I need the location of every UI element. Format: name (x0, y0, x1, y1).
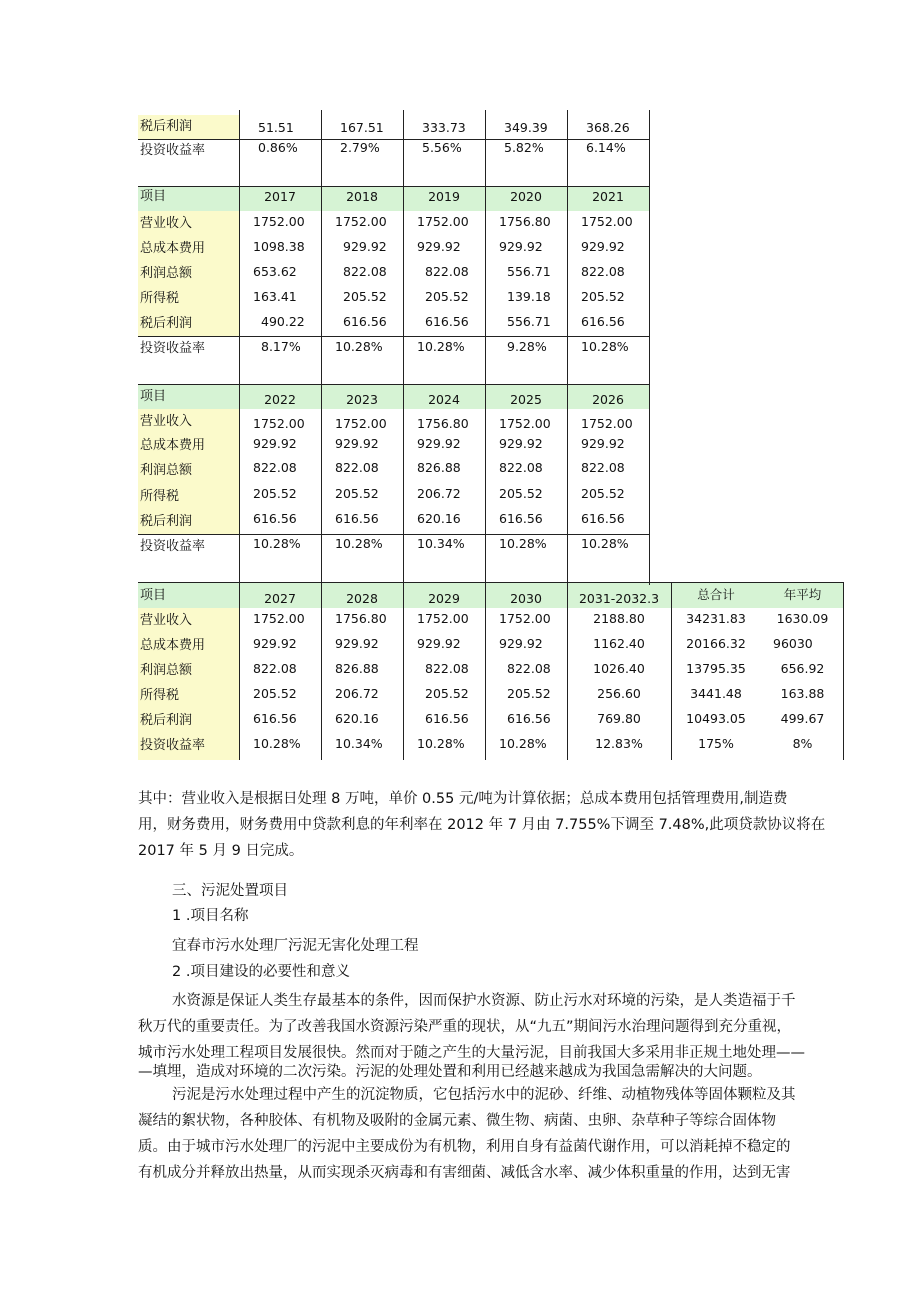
table-row (138, 633, 844, 658)
cell-value: 8.17% (261, 339, 301, 354)
cell-value: 929.92 (499, 636, 543, 651)
cell-value: 616.56 (425, 711, 469, 726)
cell-value: 616.56 (499, 511, 543, 526)
cell-value: 10.28% (253, 736, 301, 751)
header-label: 项目 (138, 186, 239, 211)
cell-value: 167.51 (340, 120, 384, 135)
cell-value: 929.92 (581, 436, 625, 451)
year-header: 2025 (485, 384, 567, 409)
table-header-row (138, 186, 650, 211)
cell-value: 10.28% (417, 339, 465, 354)
total-value: 10493.05 (686, 711, 746, 726)
note-line: 其中：营业收入是根据日处理 8 万吨，单价 0.55 元/吨为计算依据；总成本费用包括管理费用,制造费 (138, 791, 788, 807)
cell-value: 205.52 (581, 486, 625, 501)
row-label: 所得税 (138, 286, 239, 311)
total-value: 34231.83 (686, 611, 746, 626)
profit-table-2017-2021 (138, 186, 650, 384)
cell-value: 10.28% (335, 339, 383, 354)
year-header: 2027 (239, 582, 321, 608)
table-row (138, 286, 650, 311)
year-header: 2022 (239, 384, 321, 409)
cell-value: 620.16 (335, 711, 379, 726)
header-label: 项目 (138, 582, 239, 608)
table-row (138, 658, 844, 683)
paragraph-line: 水资源是保证人类生存最基本的条件，因而保护水资源、防止污水对环境的污染，是人类造福于千 (172, 993, 796, 1009)
cell-value: 929.92 (335, 636, 379, 651)
cell-value: 822.08 (499, 460, 543, 475)
row-label: 总成本费用 (138, 236, 239, 261)
cell-value: 10.34% (335, 736, 383, 751)
cell-value: 1162.40 (593, 636, 645, 651)
table-row (138, 733, 844, 760)
cell-value: 556.71 (507, 264, 551, 279)
cell-value: 826.88 (417, 460, 461, 475)
cell-value: 1756.80 (335, 611, 387, 626)
cell-value: 1752.00 (253, 416, 305, 431)
total-value: 175% (698, 736, 734, 751)
row-label: 投资收益率 (140, 539, 206, 554)
year-header: 2024 (403, 384, 485, 409)
cell-value: 206.72 (335, 686, 379, 701)
table-row (138, 608, 844, 633)
cell-value: 1752.00 (499, 611, 551, 626)
paragraph-line: 城市污水处理工程项目发展很快。然而对于随之产生的大量污泥，目前我国大多采用非正规土地处理—— (138, 1045, 805, 1061)
cell-value: 616.56 (425, 314, 469, 329)
cell-value: 1756.80 (417, 416, 469, 431)
cell-value: 10.28% (417, 736, 465, 751)
cell-value: 616.56 (343, 314, 387, 329)
cell-value: 0.86% (258, 140, 298, 155)
row-label: 投资收益率 (138, 733, 239, 760)
year-header: 2021 (567, 186, 649, 211)
cell-value: 205.52 (507, 686, 551, 701)
note-line: 用，财务费用，财务费用中贷款利息的年利率在 2012 年 7 月由 7.755%下调至 7.48%,此项贷款协议将在 (138, 817, 826, 833)
item-heading: 2 .项目建设的必要性和意义 (172, 964, 350, 980)
cell-value: 6.14% (586, 140, 626, 155)
cell-value: 929.92 (417, 239, 461, 254)
year-header: 2020 (485, 186, 567, 211)
cell-value: 368.26 (586, 120, 630, 135)
table-row (138, 534, 650, 582)
cell-value: 822.08 (253, 661, 297, 676)
cell-value: 205.52 (335, 486, 379, 501)
cell-value: 1098.38 (253, 239, 305, 254)
table-row (138, 211, 650, 236)
cell-value: 653.62 (253, 264, 297, 279)
cell-value: 616.56 (335, 511, 379, 526)
year-header: 2026 (567, 384, 649, 409)
paragraph-line: 质。由于城市污水处理厂的污泥中主要成份为有机物，利用自身有益菌代谢作用，可以消耗掉不稳定的 (138, 1139, 791, 1155)
average-value: 8% (792, 736, 813, 751)
average-header: 年平均 (761, 582, 844, 608)
cell-value: 205.52 (499, 486, 543, 501)
cell-value: 929.92 (253, 636, 297, 651)
table-header-row (138, 384, 650, 409)
year-header: 2030 (485, 582, 567, 608)
header-label: 项目 (138, 384, 239, 409)
total-value: 13795.35 (686, 661, 746, 676)
cell-value: 2.79% (340, 140, 380, 155)
year-header: 2023 (321, 384, 403, 409)
cell-value: 556.71 (507, 314, 551, 329)
item-heading: 1 .项目名称 (172, 908, 249, 924)
cell-value: 12.83% (595, 736, 643, 751)
table-row (138, 336, 650, 384)
cell-value: 822.08 (507, 661, 551, 676)
cell-value: 1752.00 (417, 611, 469, 626)
row-label: 营业收入 (138, 211, 239, 236)
row-label: 税后利润 (138, 311, 239, 336)
cell-value: 929.92 (499, 239, 543, 254)
paragraph-line: 污泥是污水处理过程中产生的沉淀物质，它包括污水中的泥砂、纤维、动植物残体等固体颗粒及其 (172, 1087, 796, 1103)
paragraph-line: —填埋，造成对环境的二次污染。污泥的处理处置和利用已经越来越成为我国急需解决的大问题。 (138, 1064, 762, 1080)
cell-value: 9.28% (507, 339, 547, 354)
table-row (138, 683, 844, 708)
year-header: 2017 (239, 186, 321, 211)
table-row (138, 139, 650, 163)
year-header: 2029 (403, 582, 485, 608)
total-header: 总合计 (671, 582, 761, 608)
cell-value: 10.34% (417, 536, 465, 551)
total-value: 20166.32 (686, 636, 746, 651)
cell-value: 5.82% (504, 140, 544, 155)
cell-value: 205.52 (425, 289, 469, 304)
table-row (138, 708, 844, 733)
cell-value: 349.39 (504, 120, 548, 135)
note-line: 2017 年 5 月 9 日完成。 (138, 843, 304, 859)
average-value: 163.88 (780, 686, 825, 701)
table-row (138, 261, 650, 286)
profit-table-2022-2026 (138, 384, 650, 582)
table-header-row (138, 582, 844, 608)
table-row (138, 509, 650, 534)
row-label: 利润总额 (138, 261, 239, 286)
cell-value: 616.56 (581, 511, 625, 526)
row-label: 总成本费用 (138, 633, 239, 658)
table-row (138, 115, 650, 139)
cell-value: 205.52 (253, 486, 297, 501)
cell-value: 1752.00 (253, 214, 305, 229)
cell-value: 1752.00 (335, 214, 387, 229)
cell-value: 929.92 (417, 636, 461, 651)
cell-value: 333.73 (422, 120, 466, 135)
cell-value: 616.56 (253, 511, 297, 526)
row-label: 总成本费用 (138, 434, 239, 458)
cell-value: 490.22 (261, 314, 305, 329)
cell-value: 1752.00 (253, 611, 305, 626)
cell-value: 620.16 (417, 511, 461, 526)
cell-value: 139.18 (507, 289, 551, 304)
average-value: 1630.09 (776, 611, 829, 626)
cell-value: 163.41 (253, 289, 297, 304)
cell-value: 822.08 (253, 460, 297, 475)
cell-value: 769.80 (597, 711, 641, 726)
cell-value: 206.72 (417, 486, 461, 501)
project-name: 宜春市污水处理厂污泥无害化处理工程 (172, 938, 419, 954)
row-label: 利润总额 (138, 658, 239, 683)
cell-value: 822.08 (581, 460, 625, 475)
cell-value: 5.56% (422, 140, 462, 155)
cell-value: 929.92 (499, 436, 543, 451)
cell-value: 929.92 (581, 239, 625, 254)
cell-value: 1752.00 (499, 416, 551, 431)
cell-value: 10.28% (581, 339, 629, 354)
table-row (138, 434, 650, 458)
row-label: 所得税 (138, 484, 239, 509)
row-label: 税后利润 (138, 509, 239, 534)
cell-value: 51.51 (258, 120, 294, 135)
year-header: 2028 (321, 582, 403, 608)
paragraph-line: 秋万代的重要责任。为了改善我国水资源污染严重的现状，从“九五”期间污水治理问题得到充分重视， (138, 1019, 792, 1035)
cell-value: 10.28% (499, 736, 547, 751)
cell-value: 205.52 (253, 686, 297, 701)
cell-value: 929.92 (343, 239, 387, 254)
row-label: 税后利润 (138, 115, 239, 139)
year-header: 2031-2032.3 (567, 582, 671, 608)
cell-value: 929.92 (253, 436, 297, 451)
table-row (138, 311, 650, 336)
row-label: 利润总额 (138, 458, 239, 484)
cell-value: 10.28% (581, 536, 629, 551)
profit-table-2027-total (138, 582, 844, 760)
cell-value: 616.56 (253, 711, 297, 726)
cell-value: 929.92 (335, 436, 379, 451)
table-row (138, 484, 650, 509)
table-row (138, 409, 650, 434)
cell-value: 1752.00 (417, 214, 469, 229)
row-label: 营业收入 (138, 608, 239, 633)
average-value: 499.67 (780, 711, 825, 726)
row-label: 税后利润 (138, 708, 239, 733)
cell-value: 205.52 (581, 289, 625, 304)
cell-value: 10.28% (499, 536, 547, 551)
row-label: 所得税 (138, 683, 239, 708)
cell-value: 10.28% (253, 536, 301, 551)
year-header: 2018 (321, 186, 403, 211)
cell-value: 205.52 (425, 686, 469, 701)
cell-value: 616.56 (581, 314, 625, 329)
cell-value: 1752.00 (335, 416, 387, 431)
cell-value: 822.08 (581, 264, 625, 279)
profit-table-2012-2016-fragment (138, 110, 650, 186)
cell-value: 10.28% (335, 536, 383, 551)
cell-value: 2188.80 (593, 611, 645, 626)
cell-value: 1756.80 (499, 214, 551, 229)
row-label: 营业收入 (138, 409, 239, 434)
average-value: 656.92 (780, 661, 825, 676)
total-value: 3441.48 (690, 686, 742, 701)
table-row (138, 236, 650, 261)
cell-value: 256.60 (597, 686, 641, 701)
average-value: 96030 (773, 636, 813, 651)
paragraph-line: 有机成分并释放出热量，从而实现杀灭病毒和有害细菌、减低含水率、减少体积重量的作用，达到无害 (138, 1165, 791, 1181)
cell-value: 616.56 (507, 711, 551, 726)
cell-value: 1026.40 (593, 661, 645, 676)
row-label: 投资收益率 (140, 341, 206, 356)
cell-value: 1752.00 (581, 214, 633, 229)
row-label: 投资收益率 (140, 143, 206, 158)
cell-value: 929.92 (417, 436, 461, 451)
cell-value: 822.08 (425, 661, 469, 676)
cell-value: 822.08 (343, 264, 387, 279)
cell-value: 1752.00 (581, 416, 633, 431)
year-header: 2019 (403, 186, 485, 211)
table-row (138, 458, 650, 484)
paragraph-line: 凝结的絮状物，各种胶体、有机物及吸附的金属元素、微生物、病菌、虫卵、杂草种子等综合固体物 (138, 1113, 776, 1129)
cell-value: 822.08 (425, 264, 469, 279)
section-title: 三、污泥处置项目 (172, 883, 288, 899)
cell-value: 826.88 (335, 661, 379, 676)
cell-value: 205.52 (343, 289, 387, 304)
cell-value: 822.08 (335, 460, 379, 475)
